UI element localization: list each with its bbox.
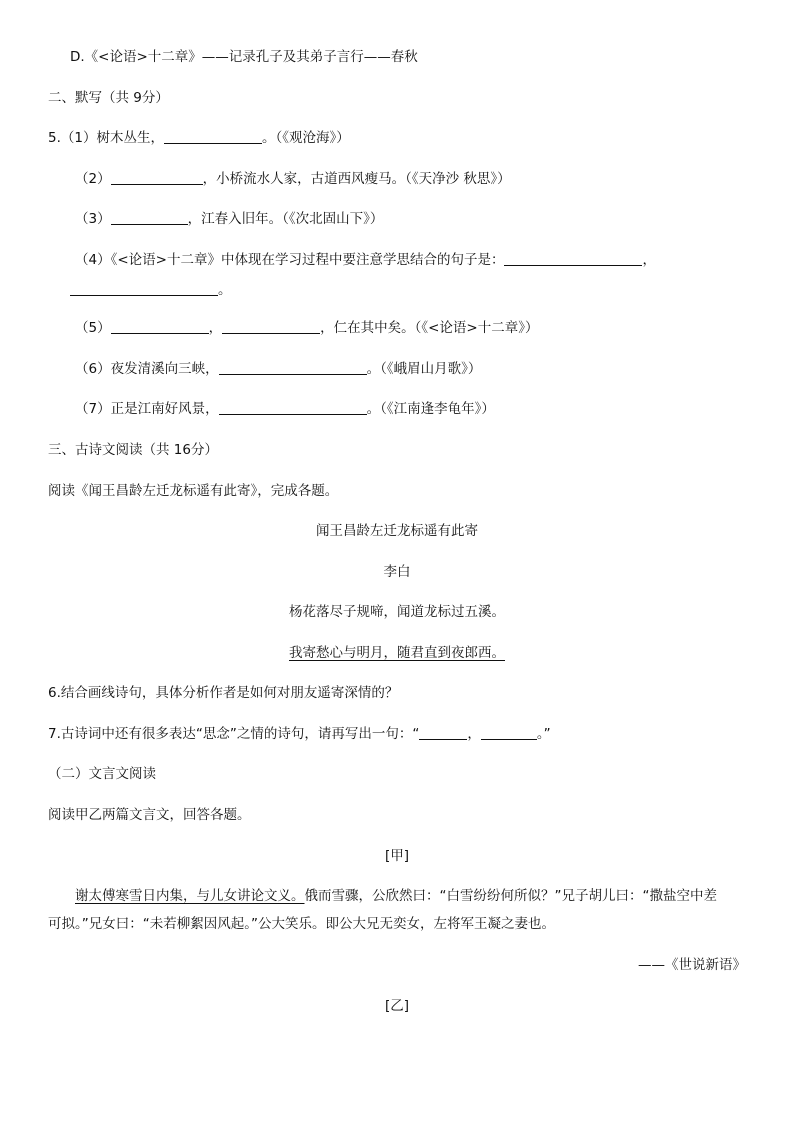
q5-4-text: （4）《<论语>十二章》中体现在学习过程中要注意学思结合的句子是： xyxy=(75,252,505,268)
poem-line-2-underlined: 我寄愁心与明月，随君直到夜郎西。 xyxy=(289,645,505,661)
q5-5-text: ，仁在其中矣。（《<论语>十二章》） xyxy=(320,320,539,336)
classical-reading-title: （二）文言文阅读 xyxy=(48,766,156,782)
q5-4-blank-2[interactable] xyxy=(70,282,218,296)
section-2-title: 二、默写（共 9分） xyxy=(48,90,169,106)
q7-blank-2[interactable] xyxy=(481,726,537,740)
poem-reading-intro: 阅读《闻王昌龄左迁龙标遥有此寄》，完成各题。 xyxy=(48,483,339,499)
q5-7-blank[interactable] xyxy=(219,401,367,415)
q5-5-blank-1[interactable] xyxy=(111,320,209,334)
q5-6-blank[interactable] xyxy=(219,361,367,375)
q7-blank-1[interactable] xyxy=(419,726,467,740)
q5-1-source: 。（《观沧海》） xyxy=(261,130,350,146)
q5-1-text: 5.（1）树木丛生， xyxy=(48,130,164,146)
q6: 6.结合画线诗句，具体分析作者是如何对朋友遥寄深情的？ xyxy=(48,685,399,701)
poem-line-1: 杨花落尽子规啼，闻道龙标过五溪。 xyxy=(289,604,505,620)
q5-line-4-cont xyxy=(70,282,232,298)
q5-2-text: ，小桥流水人家，古道西风瘦马。（《天净沙 秋思》） xyxy=(202,171,511,187)
q5-7-source: 。（《江南逢李龟年》） xyxy=(366,401,495,417)
poem-line-2 xyxy=(0,645,794,661)
q5-5-comma: ， xyxy=(208,320,223,336)
q5-7-text: （7）正是江南好风景， xyxy=(75,401,219,417)
q5-line-5 xyxy=(75,320,538,336)
q7-text: 7.古诗词中还有很多表达“思念”之情的诗句，请再写出一句：“ xyxy=(48,726,420,742)
q5-4-comma: ， xyxy=(642,252,656,268)
q5-line-2 xyxy=(75,171,511,187)
passage-jia-line-2: 可拟。”兄女曰：“未若柳絮因风起。”公大笑乐。即公大兄无奕女，左将军王凝之妻也。 xyxy=(48,916,555,932)
q5-line-7 xyxy=(75,401,495,417)
passage-yi-label: [乙] xyxy=(384,998,410,1014)
q5-6-text: （6）夜发清溪向三峡， xyxy=(75,361,219,377)
q5-4-blank-1[interactable] xyxy=(504,252,642,266)
passage-jia-underlined: 谢太傅寒雪日内集，与儿女讲论文义。 xyxy=(75,888,305,904)
poem-title: 闻王昌龄左迁龙标遥有此寄 xyxy=(316,523,478,539)
poem-author: 李白 xyxy=(383,564,411,580)
q5-5-number: （5） xyxy=(75,320,111,336)
q7 xyxy=(48,726,551,742)
q5-6-source: 。（《峨眉山月歌》） xyxy=(366,361,482,377)
q5-line-4 xyxy=(75,252,656,268)
passage-jia-source: ——《世说新语》 xyxy=(638,957,746,973)
q4-option-d: D.《<论语>十二章》——记录孔子及其弟子言行——春秋 xyxy=(70,49,418,65)
passage-jia-line-1 xyxy=(75,888,717,904)
q5-3-text: ，江春入旧年。（《次北固山下》） xyxy=(187,211,384,227)
q5-3-blank[interactable] xyxy=(111,211,188,225)
q5-line-6 xyxy=(75,361,481,377)
section-3-title: 三、古诗文阅读（共 16分） xyxy=(48,442,218,458)
q5-3-number: （3） xyxy=(75,211,111,227)
passage-jia-text-1: 俄而雪骤，公欣然曰：“白雪纷纷何所似？”兄子胡儿曰：“撒盐空中差 xyxy=(304,888,717,904)
q5-5-blank-2[interactable] xyxy=(222,320,320,334)
q7-end: 。” xyxy=(536,726,551,742)
passage-jia-label: [甲] xyxy=(384,848,410,864)
q5-4-period: 。 xyxy=(218,282,232,298)
q5-2-blank[interactable] xyxy=(111,171,203,185)
q7-comma: ， xyxy=(467,726,481,742)
q5-line-1 xyxy=(48,130,350,146)
q5-1-blank[interactable] xyxy=(164,130,262,144)
q5-2-number: （2） xyxy=(75,171,111,187)
classical-reading-intro: 阅读甲乙两篇文言文，回答各题。 xyxy=(48,807,251,823)
q5-line-3 xyxy=(75,211,383,227)
